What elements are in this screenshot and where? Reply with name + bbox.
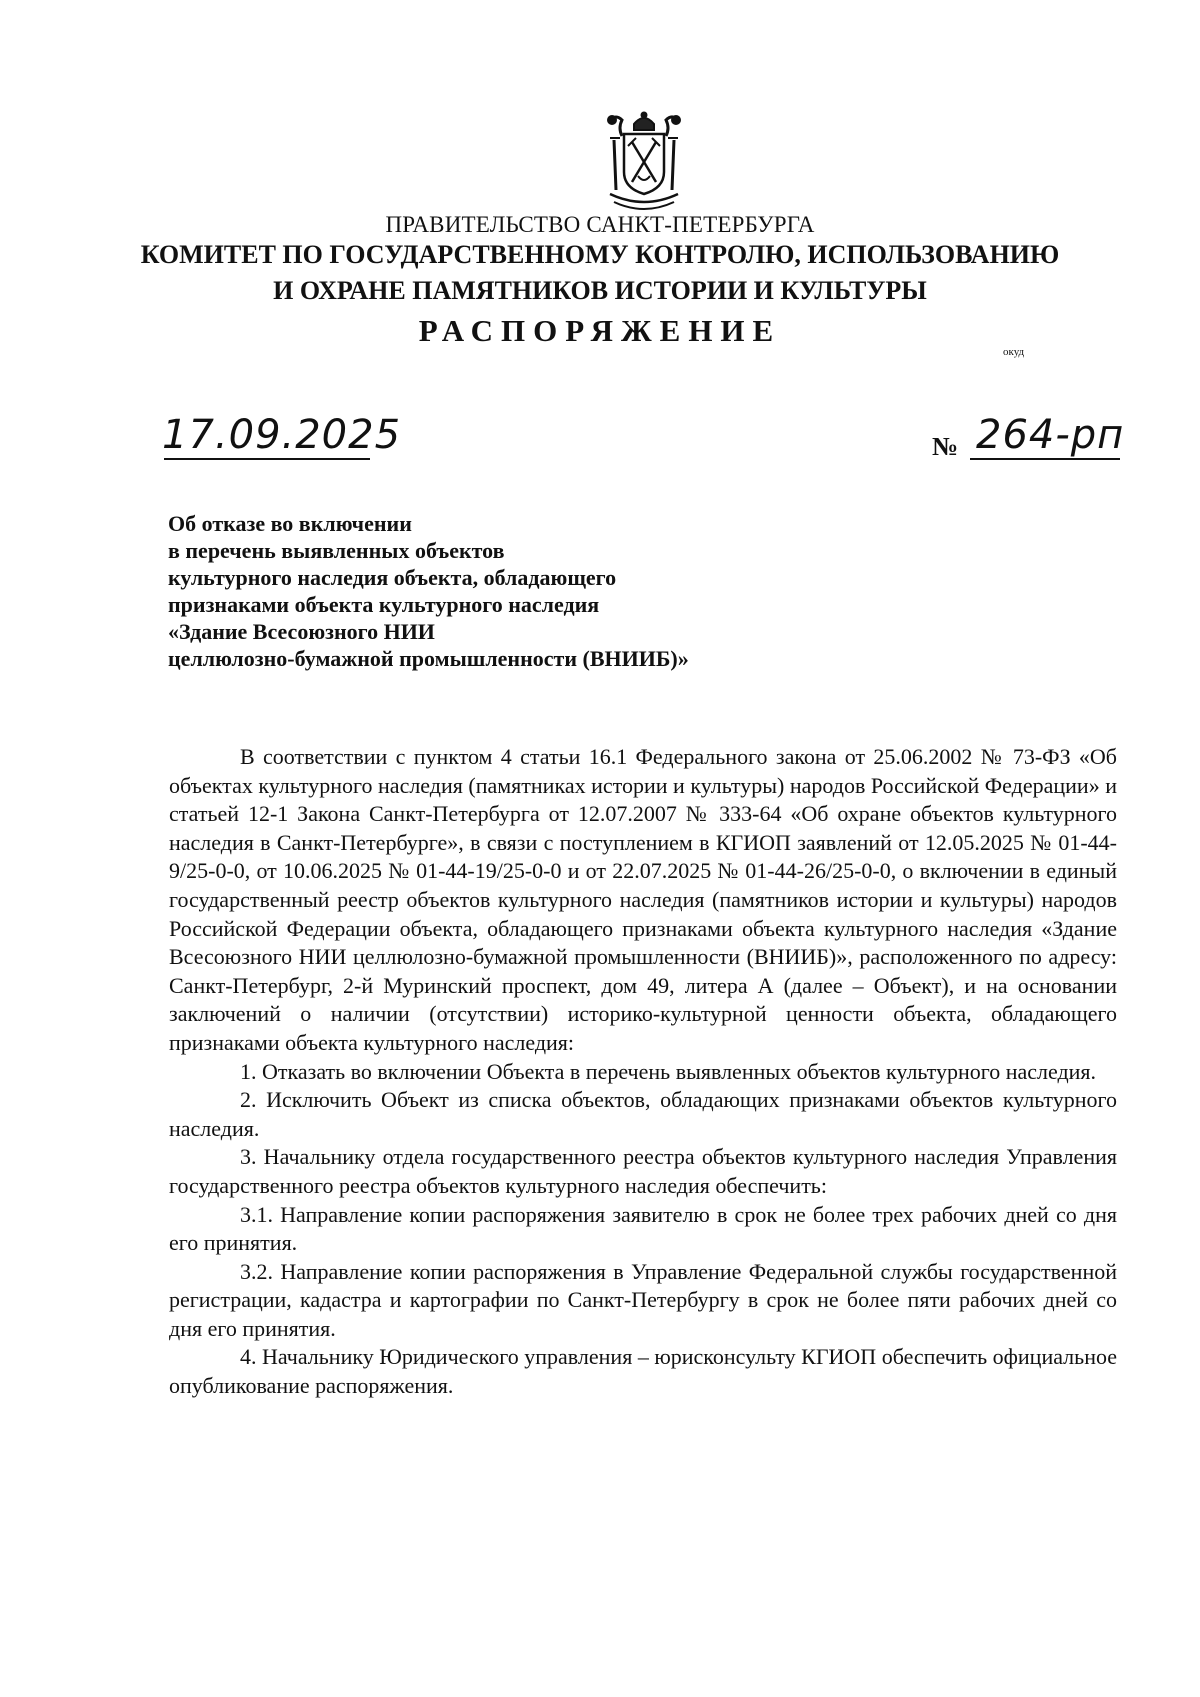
subject-line: целлюлозно-бумажной промышленности (ВНИИБ)» [168, 646, 689, 671]
document-subject [168, 510, 788, 672]
subject-line: Об отказе во включении [168, 511, 412, 536]
document-body [169, 743, 1117, 1401]
number-underline [970, 458, 1120, 460]
subject-line: «Здание Всесоюзного НИИ [168, 619, 435, 644]
committee-name-line-2: И ОХРАНЕ ПАМЯТНИКОВ ИСТОРИИ И КУЛЬТУРЫ [273, 276, 927, 305]
coat-of-arms-icon [604, 110, 684, 214]
clause-4: 4. Начальнику Юридического управления – юрисконсульту КГИОП обеспечить официальное опубликование распоряжения. [169, 1344, 1118, 1399]
date-underline [164, 458, 370, 460]
subject-line: культурного наследия объекта, обладающего [168, 565, 617, 590]
document-type-title: РАСПОРЯЖЕНИЕ [418, 313, 782, 348]
subject-line: признаками объекта культурного наследия [168, 592, 600, 617]
committee-name-line-1: КОМИТЕТ ПО ГОСУДАРСТВЕННОМУ КОНТРОЛЮ, ИСПОЛЬЗОВАНИЮ [140, 240, 1060, 269]
clause-1: 1. Отказать во включении Объекта в перечень выявленных объектов культурного наследия. [240, 1058, 1097, 1084]
document-number: 264-рп [976, 412, 1125, 458]
subject-line: в перечень выявленных объектов [168, 538, 505, 563]
preamble-paragraph: В соответствии с пунктом 4 статьи 16.1 Федерального закона от 25.06.2002 № 73-ФЗ «Об объектах культурного наследия (памятниках истории и культуры) народов Российской Федерации» и статьей 12-1 Закона Санкт-Петербурга от 12.07.2007 № 333-64 «Об охране объектов культурного наследия в Санкт-Петербурге», в связи с поступлением в КГИОП заявлений от 12.05.2025 № 01-44-9/25-0-0, от 10.06.2025 № 01-44-19/25-0-0 и от 22.07.2025 № 01-44-26/25-0-0, о включении в единый государственный реестр объектов культурного наследия (памятников истории и культуры) народов Российской Федерации объекта, обладающего признаками объекта культурного наследия «Здание Всесоюзного НИИ целлюлозно-бумажной промышленности (ВНИИБ)», расположенного по адресу: Санкт-Петербург, 2-й Муринский проспект, дом 49, литера А (далее – Объект), и на основании заключений о наличии (отсутствии) историко-культурной ценности объекта, обладающего признаками объекта культурного наследия: [169, 744, 1117, 1055]
clause-3: 3. Начальнику отдела государственного реестра объектов культурного наследия Управления государственного реестра объектов культурного наследия обеспечить: [169, 1144, 1117, 1198]
okud-label: окуд [1003, 346, 1025, 358]
number-sign: № [932, 432, 959, 461]
document-date: 17.09.2025 [162, 412, 402, 458]
government-name: ПРАВИТЕЛЬСТВО САНКТ-ПЕТЕРБУРГА [385, 212, 815, 237]
clause-3-1: 3.1. Направление копии распоряжения заявителю в срок не более трех рабочих дней со дня его принятия. [169, 1201, 1117, 1256]
clause-2: 2. Исключить Объект из списка объектов, обладающих признаками объектов культурного наследия. [169, 1087, 1117, 1141]
clause-3-2: 3.2. Направление копии распоряжения в Управление Федеральной службы государственной регистрации, кадастра и картографии по Санкт-Петербургу в срок не более пяти рабочих дней со дня его принятия. [169, 1258, 1117, 1341]
